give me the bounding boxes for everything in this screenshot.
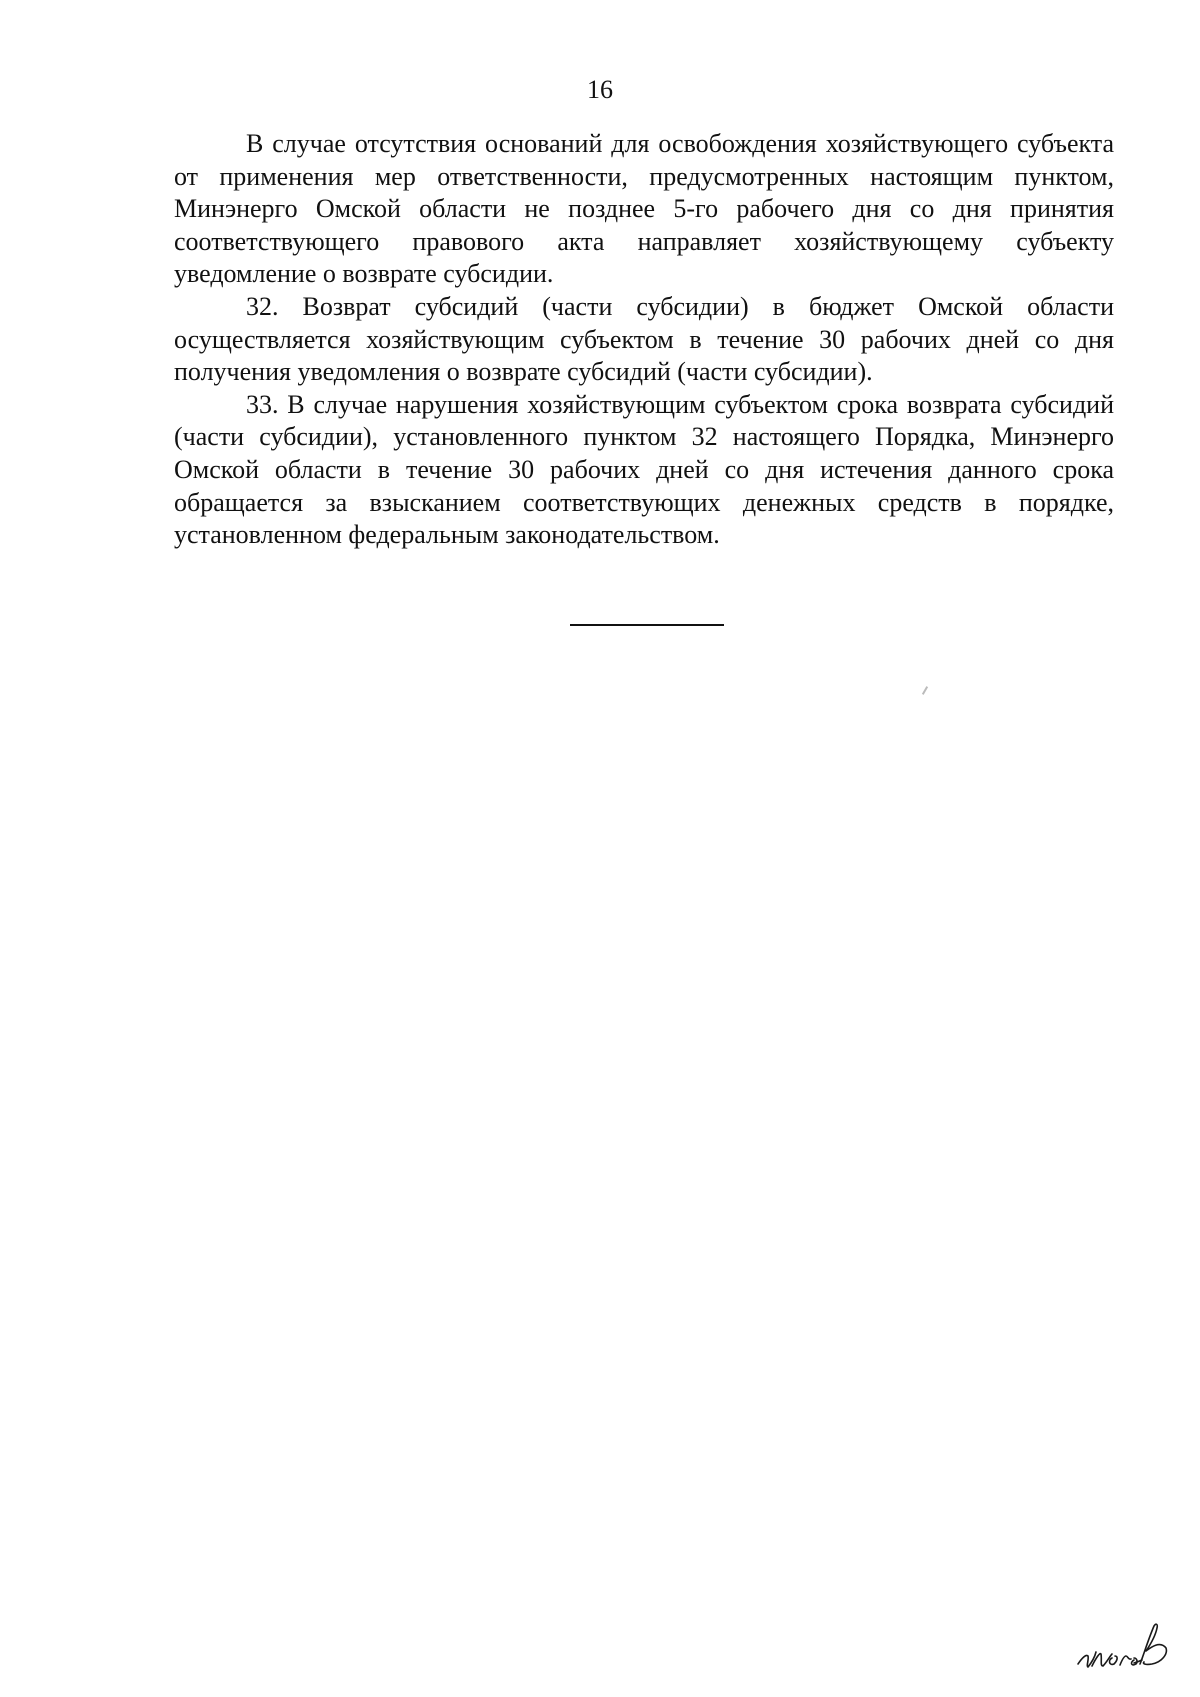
- handwritten-signature: [1074, 1618, 1184, 1676]
- paragraph-32: 32. Возврат субсидий (части субсидии) в бюджет Омской области осуществляется хозяйствующим субъектом в течение 30 рабочих дней со дня получения уведомления о возврате субсидий (части субсидии).: [174, 291, 1114, 387]
- document-body: [174, 128, 1114, 552]
- end-separator-line: [570, 624, 724, 626]
- paragraph-33: 33. В случае нарушения хозяйствующим субъектом срока возврата субсидий (части субсидии), установленного пунктом 32 настоящего Порядка, Минэнерго Омской области в течение 30 рабочих дней со дня истечения данного срока обращается за взысканием соответствующих денежных средств в порядке, установленном федеральным законодательством.: [174, 389, 1114, 550]
- scan-speck: [922, 686, 928, 695]
- paragraph-return-notice: В случае отсутствия оснований для освобождения хозяйствующего субъекта от применения мер ответственности, предусмотренных настоящим пунктом, Минэнерго Омской области не позднее 5-го рабочего дня со дня принятия соответствующего правового акта направляет хозяйствующему субъекту уведомление о возврате субсидии.: [174, 129, 1114, 289]
- page-number: 16: [587, 75, 613, 104]
